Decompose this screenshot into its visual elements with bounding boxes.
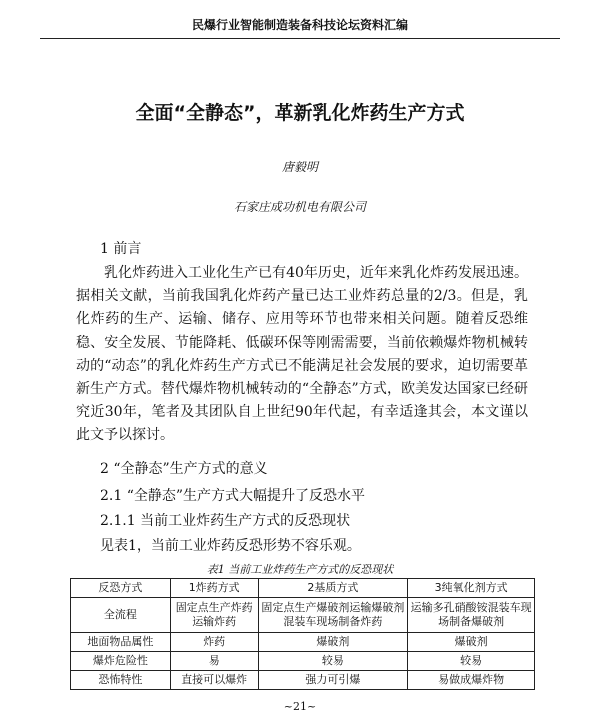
table-cell: 易做成爆炸物	[408, 671, 535, 690]
table-cell: 强力可引爆	[258, 671, 408, 690]
author-affiliation: 石家庄成功机电有限公司	[233, 200, 366, 214]
table-cell: 地面物品属性	[71, 633, 171, 652]
table-header-cell: 3纯氧化剂方式	[408, 579, 535, 598]
table-cell: 较易	[408, 652, 535, 671]
section-2-1-heading: 2.1 “全静态”生产方式大幅提升了反恐水平	[100, 488, 366, 504]
table-cell: 爆破剂	[408, 633, 535, 652]
table-row	[71, 633, 535, 652]
table-header-cell: 反恐方式	[71, 579, 171, 598]
table-header-row	[71, 579, 535, 598]
body-text	[76, 262, 528, 448]
table-row	[71, 598, 535, 633]
table-caption: 表1 当前工业炸药生产方式的反恐现状	[206, 563, 394, 576]
table-row	[71, 671, 535, 690]
author-name: 唐毅明	[281, 160, 318, 174]
running-header: 民爆行业智能制造装备科技论坛资料汇编	[40, 16, 560, 39]
page-number: ~21~	[283, 700, 317, 713]
table-cell: 易	[170, 652, 258, 671]
table-header-cell: 2基质方式	[258, 579, 408, 598]
table-cell: 爆破剂	[258, 633, 408, 652]
table-cell: 爆炸危险性	[71, 652, 171, 671]
table-cell: 运输多孔硝酸铵混装车现场制备爆破剂	[408, 598, 535, 633]
section-1-heading: 1 前言	[100, 241, 142, 257]
table-cell: 固定点生产爆破剂运输爆破剂混装车现场制备炸药	[258, 598, 408, 633]
table-cell: 直接可以爆炸	[170, 671, 258, 690]
section-2-heading: 2 “全静态”生产方式的意义	[100, 461, 268, 477]
table-cell: 固定点生产炸药运输炸药	[170, 598, 258, 633]
table-cell: 全流程	[71, 598, 171, 633]
paper-title: 全面“全静态”，革新乳化炸药生产方式	[135, 102, 465, 124]
see-table-sentence: 见表1，当前工业炸药反恐形势不容乐观。	[100, 538, 361, 554]
table-header-cell: 1炸药方式	[170, 579, 258, 598]
anti-terror-table	[70, 578, 535, 690]
section-2-1-1-heading: 2.1.1 当前工业炸药生产方式的反恐现状	[100, 513, 351, 529]
section-1-paragraph: 乳化炸药进入工业化生产已有40年历史，近年来乳化炸药发展迅速。据相关文献，当前我国乳化炸药产量已达工业炸药总量的2/3。但是，乳化炸药的生产、运输、储存、应用等环节也带来相关问题。随着反恐维稳、安全发展、节能降耗、低碳环保等刚需需要，当前依赖爆炸物机械转动的“动态”的乳化炸药生产方式已不能满足社会发展的要求，迫切需要革新生产方式。替代爆炸物机械转动的“全静态”方式，欧美发达国家已经研究近30年，笔者及其团队自上世纪90年代起，有幸适逢其会，本文谨以此文予以探讨。	[76, 265, 528, 444]
table-cell: 较易	[258, 652, 408, 671]
table-cell: 炸药	[170, 633, 258, 652]
table-row	[71, 652, 535, 671]
table-cell: 恐怖特性	[71, 671, 171, 690]
